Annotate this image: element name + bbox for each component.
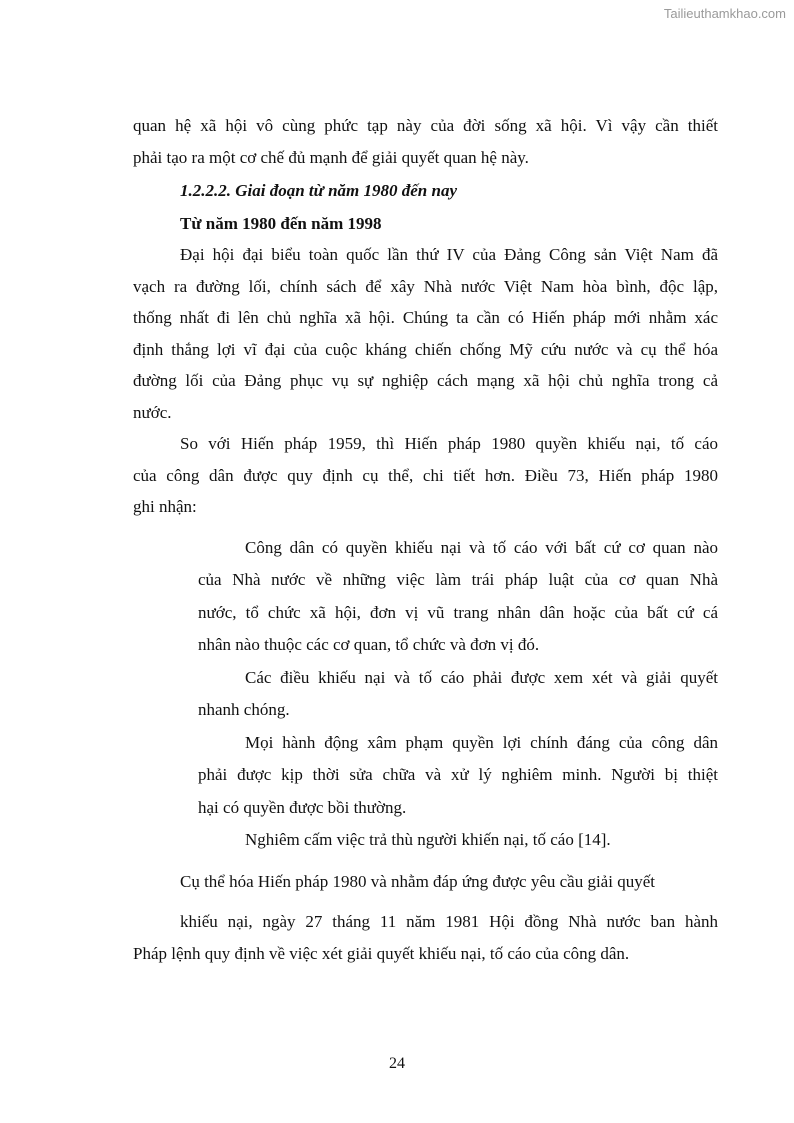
document-body — [133, 110, 718, 969]
section-heading: 1.2.2.2. Giai đoạn từ năm 1980 đến nay — [180, 181, 458, 200]
quote-article-73-part1: Công dân có quyền khiếu nại và tố cáo với bất cứ cơ quan nào của Nhà nước về những việc làm trái pháp luật của cơ quan Nhà nước, tổ chức xã hội, đơn vị vũ trang nhân dân hoặc của bất cứ cá nhân nào thuộc các cơ quan, tổ chức và đơn vị đó. — [198, 537, 718, 654]
page-number: 24 — [389, 1055, 405, 1072]
watermark-text: Tailieuthamkhao.com — [663, 6, 786, 21]
paragraph-congress: Đại hội đại biểu toàn quốc lần thứ IV của Đảng Công sản Việt Nam đã vạch ra đường lối, chính sách để xây Nhà nước Việt Nam hòa bình, độc lập, thống nhất đi lên chủ nghĩa xã hội. Chúng ta cần có Hiến pháp mới nhằm xác định thắng lợi vĩ đại của cuộc kháng chiến chống Mỹ cứu nước và cụ thể hóa đường lối của Đảng phục vụ sự nghiệp cách mạng xã hội chủ nghĩa trong cả nước. — [133, 245, 718, 422]
paragraph-comparison: So với Hiến pháp 1959, thì Hiến pháp 1980 quyền khiếu nại, tố cáo của công dân được quy định cụ thể, chi tiết hơn. Điều 73, Hiến pháp 1980 ghi nhận: — [133, 434, 718, 516]
paragraph-ordinance: khiếu nại, ngày 27 tháng 11 năm 1981 Hội đồng Nhà nước ban hành Pháp lệnh quy định về việc xét giải quyết khiếu nại, tố cáo của công dân. — [133, 912, 718, 963]
quote-article-73-part3: Mọi hành động xâm phạm quyền lợi chính đáng của công dân phải được kịp thời sửa chữa và xử lý nghiêm minh. Người bị thiệt hại có quyền được bồi thường. — [198, 732, 718, 817]
subsection-heading: Từ năm 1980 đến năm 1998 — [180, 213, 382, 233]
quote-article-73-part2: Các điều khiếu nại và tố cáo phải được xem xét và giải quyết nhanh chóng. — [198, 667, 718, 719]
paragraph-intro: quan hệ xã hội vô cùng phức tạp này của đời sống xã hội. Vì vậy cần thiết phải tạo ra một cơ chế đủ mạnh để giải quyết quan hệ này. — [133, 116, 718, 167]
quote-article-73-part4: Nghiêm cấm việc trả thù người khiến nại, tố cáo [14]. — [245, 830, 611, 849]
paragraph-concretize: Cụ thể hóa Hiến pháp 1980 và nhằm đáp ứng được yêu cầu giải quyết — [180, 871, 655, 891]
